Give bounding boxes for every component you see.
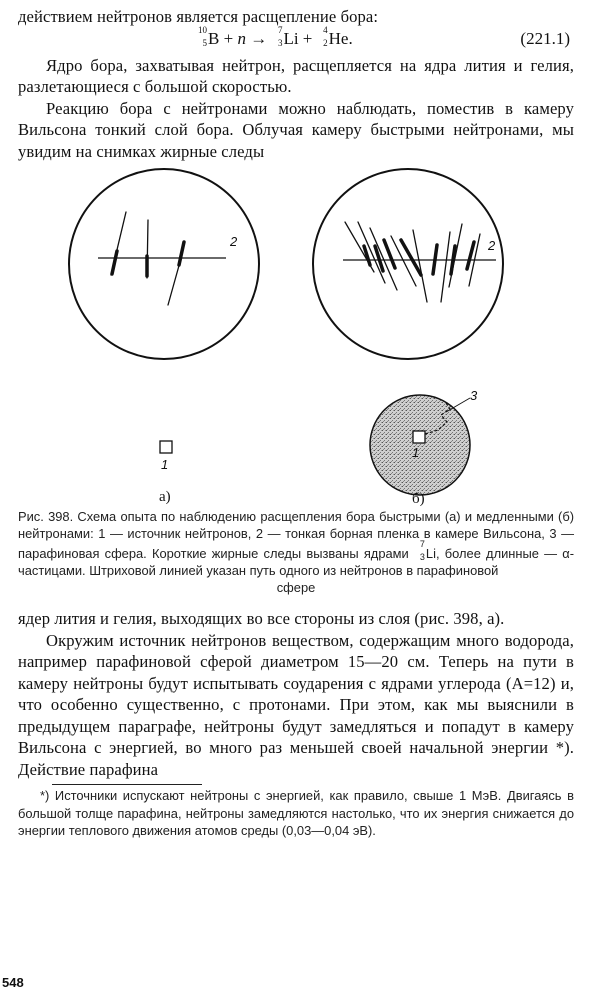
paragraph-4: Окружим источник нейтронов веществом, содержащим много водорода, например парафиновой сферой диаметром 15—20 см. Теперь на пути в камеру нейтроны будут испытывать соударения с ядрами углерода (A=12) и, что особенно существенно, с протонами. При этом, как мы выяснили в предыдущем параграфе, нейтроны будут замедляться и попадут в камеру Вильсона с энергией, во много раз меньшей своей начальной энергии *). Действие парафина — [18, 630, 574, 779]
footnote-rule — [52, 784, 202, 785]
paragraph-2: Реакцию бора с нейтронами можно наблюдать, поместив в камеру Вильсона тонкий слой бора. Облучая камеру быстрыми нейтронами, мы увидим на снимках жирные следы — [18, 98, 574, 161]
neutron-source-a — [160, 441, 172, 453]
boron-nuclide-indices: 10 5 — [198, 24, 207, 48]
label-film-a: 2 — [230, 234, 238, 249]
lithium-nuclide-indices: 7 3 — [277, 24, 283, 48]
paraffin-sphere — [370, 395, 470, 495]
page-content — [18, 6, 574, 840]
page-number: 548 — [2, 975, 24, 990]
tracks-b — [345, 222, 480, 302]
figure-398-diagram — [18, 166, 574, 508]
label-figure-b: б) — [412, 491, 425, 507]
chamber-a-outline — [69, 169, 259, 359]
equation-number: (221.1) — [520, 28, 570, 48]
label-figure-a: а) — [159, 489, 171, 505]
intro-line: действием нейтронов является расщепление бора: — [18, 7, 379, 26]
paragraph-3: ядер лития и гелия, выходящих во все стороны из слоя (рис. 398, а). — [18, 609, 505, 629]
label-source-b: 1 — [412, 445, 420, 460]
nuclear-reaction: 10 5 B + n → 7 3 Li + 4 2 He. — [198, 24, 353, 48]
chamber-b-outline — [313, 169, 503, 359]
figure-398 — [18, 166, 574, 508]
label-paraffin: 3 — [470, 388, 478, 403]
figure-caption: Рис. 398. Схема опыта по наблюдению расщепления бора быстрыми (а) и медленными (б) нейтронами: 1 — источник нейтронов, 2 — тонкая борная пленка в камере Вильсона, 3 — парафиновая сфера. Короткие жирные следы вызваны ядрами 7 3 Li, более длинные — α-частицами. Штриховой линией указан путь одного из нейтронов в парафиновой сфере — [18, 509, 574, 596]
label-film-b: 2 — [488, 238, 496, 253]
paragraph-1: Ядро бора, захватывая нейтрон, расщепляется на ядра лития и гелия, разлетающиеся с большой скоростью. — [18, 55, 574, 96]
equation-221-1 — [18, 24, 574, 55]
footnote: *) Источники испускают нейтроны с энергией, как правило, свыше 1 МэВ. Двигаясь в большой толще парафина, нейтроны замедляются настолько, что их энергия снижается до энергии теплового движения атомов среды (0,03—0,04 эВ). — [18, 788, 574, 839]
helium-nuclide-indices: 4 2 — [323, 24, 328, 48]
neutron-source-b — [413, 431, 425, 443]
label-source-a: 1 — [161, 457, 169, 472]
caption-lithium-indices: 7 3 — [419, 538, 425, 562]
